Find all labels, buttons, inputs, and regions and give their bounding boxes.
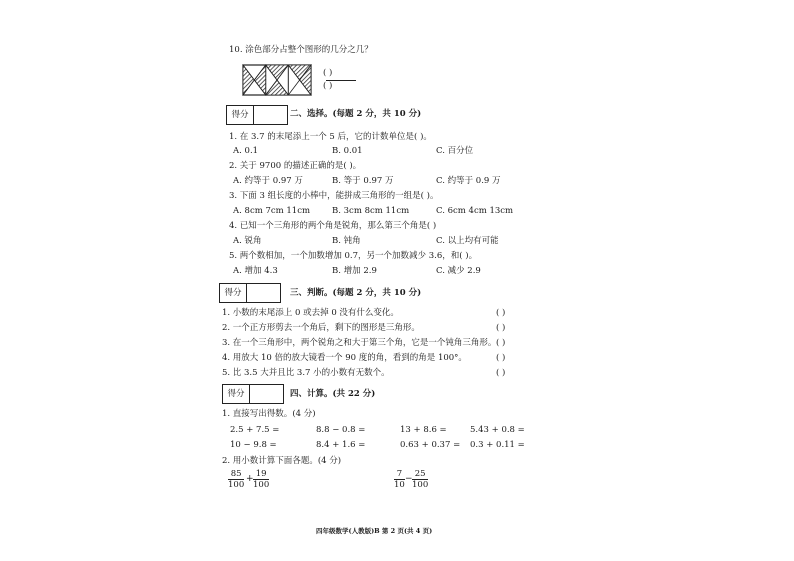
sec2-q2-c[interactable]: C. 约等于 0.9 万 bbox=[436, 176, 501, 186]
fraction-19-100 bbox=[253, 469, 269, 490]
q10-answer-numerator[interactable]: ( ) bbox=[323, 68, 333, 78]
sec3-item-3: 3. 在一个三角形中，两个锐角之和大于第三个角，它是一个钝角三角形。 bbox=[222, 338, 497, 348]
numerator: 19 bbox=[253, 469, 269, 480]
q10-text: 10. 涂色部分占整个图形的几分之几？ bbox=[229, 45, 373, 55]
sec2-q2-b[interactable]: B. 等于 0.97 万 bbox=[332, 176, 394, 186]
fraction-85-100 bbox=[228, 469, 244, 490]
sec2-q1: 1. 在 3.7 的末尾添上一个 5 后，它的计数单位是( )。 bbox=[229, 132, 432, 142]
numerator: 25 bbox=[412, 469, 428, 480]
q10-answer-denominator: ( ) bbox=[323, 81, 333, 91]
score-label: 得分 bbox=[223, 385, 250, 403]
sec2-q1-b[interactable]: B. 0.01 bbox=[332, 146, 363, 156]
fraction-7-10 bbox=[394, 469, 405, 490]
sec4-q2: 2. 用小数计算下面各题。(4 分) bbox=[222, 456, 342, 466]
sec3-answer-1[interactable]: ( ) bbox=[496, 308, 506, 318]
denominator: 100 bbox=[253, 480, 270, 490]
sec2-score-box[interactable] bbox=[226, 105, 288, 125]
sec3-item-5: 5. 比 3.5 大并且比 3.7 小的小数有无数个。 bbox=[222, 368, 390, 378]
shaded-figure bbox=[242, 64, 312, 96]
sec2-title: 二、选择。(每题 2 分，共 10 分) bbox=[290, 109, 422, 119]
sec2-q4-a[interactable]: A. 锐角 bbox=[233, 236, 262, 246]
fraction-25-100 bbox=[412, 469, 428, 490]
sec3-answer-3[interactable]: ( ) bbox=[496, 338, 506, 348]
denominator: 100 bbox=[412, 480, 429, 490]
denominator: 100 bbox=[228, 480, 245, 490]
sec2-q2-a[interactable]: A. 约等于 0.97 万 bbox=[233, 176, 303, 186]
sec3-score-box[interactable] bbox=[219, 283, 281, 303]
sec2-q1-a[interactable]: A. 0.1 bbox=[233, 146, 259, 156]
sec3-answer-2[interactable]: ( ) bbox=[496, 323, 506, 333]
page-footer: 四年级数学(人教版)B 第 2 页(共 4 页) bbox=[316, 527, 433, 535]
sec2-q5-b[interactable]: B. 增加 2.9 bbox=[332, 266, 377, 276]
calc-r2-c3[interactable]: 0.63 + 0.37 = bbox=[400, 440, 461, 450]
minus-sign: − bbox=[405, 474, 413, 484]
calc-r1-c1[interactable]: 2.5 + 7.5 = bbox=[230, 425, 280, 435]
calc-r2-c1[interactable]: 10 − 9.8 = bbox=[230, 440, 277, 450]
denominator: 10 bbox=[394, 480, 405, 490]
sec4-score-box[interactable] bbox=[222, 384, 284, 404]
sec2-q5: 5. 两个数相加，一个加数增加 0.7，另一个加数减少 3.6，和( )。 bbox=[229, 251, 478, 261]
calc-r2-c2[interactable]: 8.4 + 1.6 = bbox=[316, 440, 366, 450]
sec3-answer-5[interactable]: ( ) bbox=[496, 368, 506, 378]
sec2-q4: 4. 已知一个三角形的两个角是锐角，那么第三个角是( ) bbox=[229, 221, 437, 231]
numerator: 85 bbox=[228, 469, 244, 480]
sec2-q3: 3. 下面 3 组长度的小棒中，能拼成三角形的一组是( )。 bbox=[229, 191, 439, 201]
sec2-q2: 2. 关于 9700 的描述正确的是( )。 bbox=[229, 161, 362, 171]
numerator: 7 bbox=[394, 469, 405, 480]
sec2-q3-a[interactable]: A. 8cm 7cm 11cm bbox=[233, 206, 311, 216]
sec2-q5-a[interactable]: A. 增加 4.3 bbox=[233, 266, 278, 276]
sec2-q5-c[interactable]: C. 减少 2.9 bbox=[436, 266, 481, 276]
sec4-q1: 1. 直接写出得数。(4 分) bbox=[222, 409, 316, 419]
sec2-q1-c[interactable]: C. 百分位 bbox=[436, 146, 474, 156]
sec3-item-4: 4. 用放大 10 倍的放大镜看一个 90 度的角，看到的角是 100°。 bbox=[222, 353, 467, 363]
calc-r1-c2[interactable]: 8.8 − 0.8 = bbox=[316, 425, 366, 435]
score-label: 得分 bbox=[227, 106, 254, 124]
sec2-q4-c[interactable]: C. 以上均有可能 bbox=[436, 236, 499, 246]
calc-r2-c4[interactable]: 0.3 + 0.11 = bbox=[470, 440, 525, 450]
sec2-q3-b[interactable]: B. 3cm 8cm 11cm bbox=[332, 206, 410, 216]
calc-r1-c3[interactable]: 13 + 8.6 = bbox=[400, 425, 447, 435]
plus-sign: + bbox=[246, 474, 254, 484]
sec3-item-2: 2. 一个正方形剪去一个角后，剩下的图形是三角形。 bbox=[222, 323, 420, 333]
sec3-item-1: 1. 小数的末尾添上 0 或去掉 0 没有什么变化。 bbox=[222, 308, 399, 318]
sec2-q4-b[interactable]: B. 钝角 bbox=[332, 236, 361, 246]
calc-r1-c4[interactable]: 5.43 + 0.8 = bbox=[470, 425, 525, 435]
sec3-answer-4[interactable]: ( ) bbox=[496, 353, 506, 363]
sec3-title: 三、判断。(每题 2 分，共 10 分) bbox=[290, 288, 422, 298]
sec2-q3-c[interactable]: C. 6cm 4cm 13cm bbox=[436, 206, 514, 216]
sec4-title: 四、计算。(共 22 分) bbox=[290, 389, 376, 399]
score-label: 得分 bbox=[220, 284, 247, 302]
